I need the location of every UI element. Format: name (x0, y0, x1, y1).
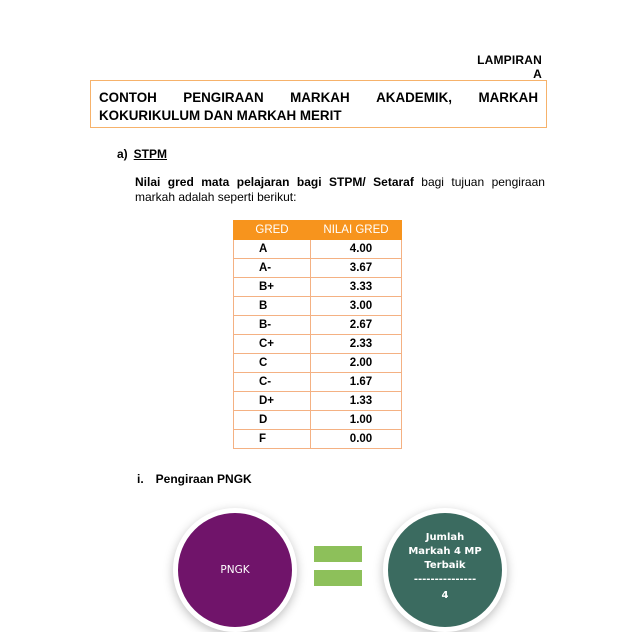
value-cell: 3.00 (311, 297, 402, 316)
subsection-i-label: Pengiraan PNGK (155, 472, 252, 486)
grade-cell: B- (234, 316, 311, 335)
table-row (234, 278, 402, 297)
pngk-circle (173, 508, 297, 632)
para-word: tujuan (451, 175, 485, 189)
table-header-row (234, 221, 402, 240)
section-a-heading (117, 147, 167, 161)
value-cell: 0.00 (311, 430, 402, 449)
paragraph-line-2: markah adalah seperti berikut: (135, 190, 297, 204)
para-word: pelajaran (236, 175, 290, 189)
lampiran-label: LAMPIRAN A (477, 53, 542, 81)
table-row (234, 240, 402, 259)
value-cell: 1.00 (311, 411, 402, 430)
para-word: gred (167, 175, 194, 189)
title-line-2: KOKURIKULUM DAN MARKAH MERIT (99, 108, 342, 123)
subsection-i-heading (137, 472, 252, 486)
grade-cell: A (234, 240, 311, 259)
grade-cell: C- (234, 373, 311, 392)
para-word: pengiraan (491, 175, 545, 189)
title-word: PENGIRAAN (183, 90, 264, 105)
table-row (234, 430, 402, 449)
header-gred: GRED (234, 221, 311, 240)
grade-cell: D+ (234, 392, 311, 411)
fraction-denominator: 4 (441, 590, 449, 601)
para-word: bagi (421, 175, 444, 189)
fraction-divider: --------------- (413, 574, 477, 585)
title-line-1 (99, 89, 538, 107)
para-word: Setaraf (373, 175, 414, 189)
header-nilai-gred: NILAI GRED (311, 221, 402, 240)
formula-line-2: Markah 4 MP (408, 546, 482, 557)
paragraph-line-1 (135, 175, 545, 190)
para-word: bagi (296, 175, 322, 189)
value-cell: 1.33 (311, 392, 402, 411)
para-word: Nilai (135, 175, 161, 189)
section-a-marker: a) (117, 147, 128, 161)
formula-line-3: Terbaik (424, 560, 466, 571)
title-box (90, 80, 547, 128)
table-row (234, 373, 402, 392)
table-row (234, 259, 402, 278)
value-cell: 3.33 (311, 278, 402, 297)
title-word: MARKAH (290, 90, 350, 105)
grade-cell: D (234, 411, 311, 430)
value-cell: 2.67 (311, 316, 402, 335)
formula-circle (383, 508, 507, 632)
grade-table (233, 220, 402, 449)
table-row (234, 392, 402, 411)
equals-bar-top (314, 546, 362, 562)
grade-cell: B (234, 297, 311, 316)
grade-cell: C+ (234, 335, 311, 354)
section-a-label: STPM (133, 147, 168, 161)
value-cell: 4.00 (311, 240, 402, 259)
grade-cell: F (234, 430, 311, 449)
para-word: STPM/ (329, 175, 366, 189)
grade-cell: A- (234, 259, 311, 278)
value-cell: 2.33 (311, 335, 402, 354)
formula-line-1: Jumlah (425, 532, 465, 543)
table-row (234, 354, 402, 373)
grade-cell: C (234, 354, 311, 373)
table-row (234, 297, 402, 316)
value-cell: 2.00 (311, 354, 402, 373)
pngk-label: PNGK (220, 564, 250, 576)
table-row (234, 335, 402, 354)
table-row (234, 411, 402, 430)
equals-bar-bottom (314, 570, 362, 586)
grade-cell: B+ (234, 278, 311, 297)
intro-paragraph (135, 175, 545, 205)
value-cell: 3.67 (311, 259, 402, 278)
title-word: CONTOH (99, 90, 157, 105)
title-word: MARKAH (478, 90, 538, 105)
value-cell: 1.67 (311, 373, 402, 392)
para-word: mata (201, 175, 230, 189)
table-row (234, 316, 402, 335)
subsection-i-marker: i. (137, 472, 144, 486)
title-word: AKADEMIK, (376, 90, 452, 105)
